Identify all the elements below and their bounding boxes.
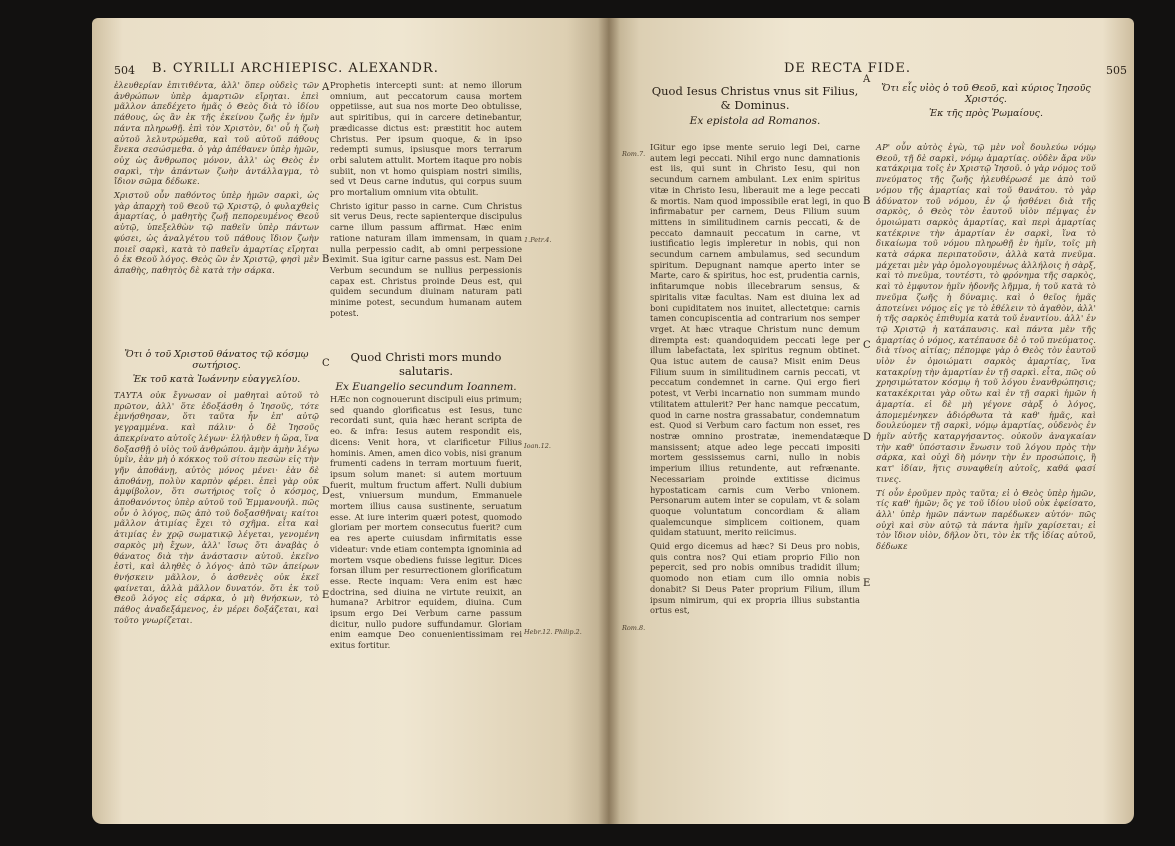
left-latin-column-1 [330,80,522,336]
latin-section-heading: Quod Iesus Christus vnus sit Filius, & Dominus. [651,84,859,112]
greek-paragraph: ΤΑΥΤΑ οὐκ ἔγνωσαν οἱ μαθηταὶ αὐτοῦ τὸ πρῶτον, ἀλλ' ὅτε ἐδοξάσθη ὁ Ἰησοῦς, τότε ἐμνήσθησαν, ὅτι ταῦτα ἦν ἐπ' αὐτῷ γεγραμμένα. καὶ πάλιν· ὁ δὲ Ἰησοῦς ἀπεκρίνατο αὐτοῖς λέγων· ἐλήλυθεν ἡ ὥρα, ἵνα δοξασθῇ ὁ υἱὸς τοῦ ἀνθρώπου. ἀμὴν ἀμὴν λέγω ὑμῖν, ἐὰν μὴ ὁ κόκκος τοῦ σίτου πεσὼν εἰς τὴν γῆν ἀποθάνῃ, αὐτὸς μόνος μένει· ἐὰν δὲ ἀποθάνῃ, πολὺν καρπὸν φέρει. ἐπεὶ γὰρ οὐκ ἀμφίβολον, ὅτι σωτήριος τοῖς ὁ κόσμος, ἀποθανόντος ὑπὲρ αὐτοῦ τοῦ Ἐμμανουήλ. πῶς οὖν ὁ λόγος, πῶς ἀπὸ τοῦ δοξασθῆναι; καίτοι μᾶλλον ἀτιμίας ἔχει τὸ σχῆμα. εἶτα καὶ ἀτιμίας ἐν χρῷ σωματικῷ λέγεται, γενομένη σαρκὸς μὴ ἔχων, ἀλλ' ἴσως ὅτι ἀναβὰς ὁ θάνατος διὰ τὴν ἀνάστασιν αὐτοῦ. ἐκεῖνο ἐστὶ, καὶ ἀληθὲς ὁ λόγος· ἀπὸ τῶν ἀπείρων θνήσκειν μᾶλλον, ὁ ἀσθενὲς οὐκ ἐκεῖ φαίνεται, ἀλλὰ μᾶλλον δυνατόν. ὅτι ἐκ τοῦ Θεοῦ λόγος εἰς σάρκα, ὁ μὴ θνήσκων, τὸ πάθος ἀναδεξάμενος, ἐν μέρει δοξάζεται, καὶ τοῦτο γνωρίζεται. [114,390,320,625]
right-latin-heading-block [650,80,860,140]
latin-paragraph: IGitur ego ipse mente seruio legi Dei, carne autem legi peccati. Nihil ergo nunc damnationis est iis, qui sunt in Christo Iesu, qui non secundum carnem ambulant. Lex enim spiritus vitæ in Christo Iesu, liberauit me a lege peccati & mortis. Nam quod impossibile erat legi, in quo infirmabatur per carnem, Deus Filium suum mittens in similitudinem carnis peccati, & de peccato damnauit peccatum in carne, vt iustificatio legis impleretur in nobis, qui non secundum carnem ambulamus, sed secundum spiritum. Depugnant namque aperto inter se Marte, caro & spiritus, hoc est, prudentia carnis, infitarumque nobis illecebrarum sensus, & spiritalis vitæ facultas. Nam est diuina lex ad boni cupiditatem nos inuitet, allectetque: carnis tamen concupiscentia ad contrarium nos semper vrget. At hæc vtraque Christum nunc demum dirempta est: quandoquidem peccati lege per illum labefactata, lex spiritus regnum obtinet. Qua istuc autem de causa? Misit enim Deus Filium suum in similitudinem carnis peccati, vt peccatum condemnet in carne. Qui ergo fieri potest, vt Verbi incarnatio non summam mundo vtilitatem attulerit? Per hanc namque peccatum, quod in carne nostra grassabatur, condemnatum est. Quod si Verbum caro factum non esset, res nostræ omnino prostratæ, inemendatæque mansissent; atque adeo lege peccati impositi mortem gessissemus carni, nullo in nobis imperium illius retundente, aut refrænante. Necessariam proinde extitisse dicimus hypostaticam carnis cum Verbo vnionem. Personarum autem inter se copulam, vt & solam quoque voluntatum concordiam & aliam qualemcunque simplicem coitionem, quam quidam statuunt, merito reiicimus. [650,142,860,538]
margin-note: 1.Petr.4. [524,236,552,244]
right-latin-column [650,142,860,818]
left-page [92,18,608,824]
margin-note: Hebr.12. Philip.2. [524,628,582,636]
line-marker: C [863,340,871,351]
line-marker: A [322,82,330,93]
left-latin-heading-block [330,346,522,393]
line-marker: B [322,254,330,265]
latin-section-subheading: Ex epistola ad Romanos. [689,115,821,127]
latin-paragraph: Prophetis intercepti sunt: at nemo illorum omnium, aut peccatorum causa mortem oppetiisse, aut sua nos morte Deo obtulisse, aut spiritibus, qui in carcere detinebantur, prædicasse dictus est: præstitit hoc autem Christus. Per ipsum quoque, & in ipso redempti sumus, ipsiusque mors terrarum orbi salutem attulit. Mortem itaque pro nobis subiit, non vt homo quispiam nostri similis, sed vt Deus carne indutus, qui corpus suum pro mortalium omnium vita obtulit. [330,80,522,198]
right-folio: 505 [1106,64,1127,77]
line-marker: D [322,486,331,497]
line-marker: A [863,74,871,85]
line-marker: B [863,196,871,207]
greek-section-subheading: Ἐκ τῆς πρὸς Ῥωμαίους. [929,108,1043,120]
left-greek-heading-block [114,346,319,384]
book-gutter-shadow [598,18,620,824]
left-latin-column-2 [330,394,522,820]
greek-section-subheading: Ἐκ τοῦ κατὰ Ἰωάννην εὐαγγελίου. [132,374,301,386]
greek-section-heading: Ὅτι εἷς υἱὸς ὁ τοῦ Θεοῦ, καὶ κύριος Ἰησοῦς Χριστός. [881,83,1091,105]
line-marker: E [322,590,330,601]
latin-paragraph: HÆc non cognouerunt discipuli eius primum; sed quando glorificatus est Iesus, tunc recordati sunt, quia hæc herant scripta de eo. & infra: Iesus autem respondit eis, dicens: Venit hora, vt clarificetur Filius hominis. Amen, amen dico vobis, nisi granum frumenti cadens in terram mortuum fuerit, ipsum solum manet: si autem mortuum fuerit, multum fructum affert. Nulli dubium est, vniuersum mundum, Emmanuele mortem illius causa sustinente, seruatum esse. At iure interim quæri potest, quomodo gloriam per mortem consecutus fuerit? cum ea res aperte cuiusdam infirmitatis esse videatur: vnde etiam contempta ignominia ad mortem vsque obediens fuisse legitur. Dices forsan illum per resurrectionem glorificatum esse. Recte inquam: Vera enim est hæc doctrina, sed diuina ne virtute reuixit, an humana? Arbitror equidem, diuina. Cum ipsum ergo Dei Verbum carne passum dicitur, nullo pudore suffundamur. Gloriam enim eamque Deo conuenientissimam rei exitus fortitur. [330,394,522,651]
line-marker: C [322,358,330,369]
right-page [608,18,1134,824]
right-greek-heading-block [876,80,1096,140]
line-marker: D [863,432,872,443]
latin-section-subheading: Ex Euangelio secundum Ioannem. [335,381,517,393]
latin-paragraph: Christo igitur passo in carne. Cum Christus sit verus Deus, recte sapienterque discipulus carne illum passum affirmat. Hæc enim ratione naturam illam immensam, in quam nulla perpessio cadit, ab omni perpessione eximit. Sua igitur carne passus est. Nam Dei Verbum secundum se nullius perpessionis capax est. Christus proinde Deus est, qui quidem secundum diuinam naturam pati minime potest, secundum humanam autem potest. [330,200,522,318]
greek-paragraph: Τί οὖν ἐροῦμεν πρὸς ταῦτα; εἰ ὁ Θεὸς ὑπὲρ ἡμῶν, τίς καθ' ἡμῶν; ὅς γε τοῦ ἰδίου υἱοῦ οὐκ ἐφείσατο, ἀλλ' ὑπὲρ ἡμῶν πάντων παρέδωκεν αὐτόν· πῶς οὐχὶ καὶ σὺν αὐτῷ τὰ πάντα ἡμῖν χαρίσεται; εἰ τὸν ἴδιον υἱὸν, δῆλον ὅτι, τὸν ἐκ τῆς ἰδίας αὐτοῦ, δέδωκε [876,487,1096,552]
open-book [92,18,1134,824]
margin-note: Rom.7. [622,150,646,158]
left-running-head: B. CYRILLI ARCHIEPISC. ALEXANDR. [152,61,439,76]
latin-paragraph: Quid ergo dicemus ad hæc? Si Deus pro nobis, quis contra nos? Qui etiam proprio Filio non pepercit, sed pro nobis omnibus tradidit illum; quomodo non etiam cum illo omnia nobis donabit? Si Deus Pater proprium Filium, illum ipsum nimirum, qui ex propria illius substantia ortus est, [650,541,860,616]
left-folio: 504 [114,64,135,77]
greek-paragraph: ΑΡ' οὖν αὐτὸς ἐγὼ, τῷ μὲν νοῒ δουλεύω νόμῳ Θεοῦ, τῇ δὲ σαρκὶ, νόμῳ ἁμαρτίας. οὐδὲν ἄρα νῦν κατάκριμα τοῖς ἐν Χριστῷ Ἰησοῦ. ὁ γὰρ νόμος τοῦ πνεύματος τῆς ζωῆς ἠλευθέρωσέ με ἀπὸ τοῦ νόμου τῆς ἁμαρτίας καὶ τοῦ θανάτου. τὸ γὰρ ἀδύνατον τοῦ νόμου, ἐν ᾧ ἠσθένει διὰ τῆς σαρκὸς, ὁ Θεὸς τὸν ἑαυτοῦ υἱὸν πέμψας ἐν ὁμοιώματι σαρκὸς ἁμαρτίας, καὶ περὶ ἁμαρτίας κατέκρινε τὴν ἁμαρτίαν ἐν σαρκὶ, ἵνα τὸ δικαίωμα τοῦ νόμου πληρωθῇ ἐν ἡμῖν, τοῖς μὴ κατὰ σάρκα περιπατοῦσιν, ἀλλὰ κατὰ πνεῦμα. μάχεται μὲν γὰρ ὁμολογουμένως ἀλλήλοις ἡ σὰρξ, καὶ τὸ πνεῦμα, τουτέστι, τὸ φρόνημα τῆς σαρκὸς, καὶ τὸ ἐμφυτον ἡμῖν ἡδονῆς λῆμμα, ἡ τοῦ κατὰ τὸ πνεῦμα ζωῆς ἡ δύναμις. καὶ ὁ θεῖος ἡμᾶς ἀποτείνει νόμος εἰς γε τὸ ἐθέλειν τὸ ἀγαθὸν, ἀλλ' ἡ τῆς σαρκὸς ἐπιθυμία κατὰ τοῦ ἐναντίου. ἀλλ' ἐν τῷ Χριστῷ ἡ κατάπαυσις. καὶ πάντα μὲν τῆς ἁμαρτίας ὁ νόμος, κατέπαυσε δὲ ὁ τοῦ πνεύματος. διὰ τίνος αἰτίας; πέπομφε γὰρ ὁ Θεὸς τὸν ἑαυτοῦ υἱὸν ἐν ὁμοιώματι σαρκὸς ἁμαρτίας, ἵνα κατακρίνῃ τὴν ἁμαρτίαν ἐν τῇ σαρκὶ. εἶτα, πῶς οὐ χρησιμώτατον κόσμῳ ἡ τοῦ λόγου ἐνανθρώπησις; κατακέκριται γὰρ οὕτω καὶ ἐν τῇ σαρκὶ ἡμῶν ἡ ἁμαρτία. εἰ δὲ μὴ γέγονε σὰρξ ὁ λόγος, ἀπομεμένηκεν ἀδιόρθωτα τὰ καθ' ἡμᾶς, καὶ δουλεύομεν τῇ σαρκὶ, νόμῳ ἁμαρτίας, οὐδενὸς ἐν ἡμῖν αὐτῆς καταργήσαντος. οὐκοῦν ἀναγκαίαν τὴν καθ' ὑπόστασιν ἕνωσιν τοῦ λόγου πρὸς τὴν σάρκα, καὶ οὐχὶ δὴ μόνην τὴν ἐν προσώποις, ἢ κατ' ἰδίαν, ἥτις συναφθείη αὐτοῖς, καθά φασί τινες. [876,142,1096,484]
left-greek-column-2 [114,390,319,820]
left-greek-column-1 [114,80,319,280]
right-running-head: DE RECTA FIDE. [784,61,911,76]
margin-note: Ioan.12. [524,442,551,450]
margin-note: Rom.8. [622,624,646,632]
greek-paragraph: Χριστοῦ οὖν παθόντος ὑπὲρ ἡμῶν σαρκὶ, ὡς γὰρ ἀπαρχὴ τοῦ Θεοῦ τῷ Χριστῷ, ὁ φυλαχθεὶς ἁμαρτίας, ὁ μαθητὴς ζωῇ πεπορευμένος Θεοῦ αὐτῷ, ὑπεξελθὼν τῷ παθεῖν ὑπὲρ πάντων φύσει, ὡς ἀναλγέτου τοῦ πάθους ἴδιον ζωὴν ποιεῖ σαρκὶ, κατὰ τὸ παθεῖν ἁμαρτίας εἴρηται ὁ ἐκ Θεοῦ λόγος. Θεὸς ὢν ἐν Χριστῷ, φησὶ μὲν ἀπαθὴς, παθητὸς δὲ κατὰ τὴν σάρκα. [114,190,319,275]
greek-paragraph: ἐλευθερίαν ἐπιτιθέντα, ἀλλ' ὅπερ οὐδεὶς τῶν ἀνθρώπων ὑπὲρ ἁμαρτιῶν εἴρηται. ἐπεὶ μᾶλλον ἀπεδέχετο ἡμᾶς ὁ Θεὸς διὰ τὸ ἰδίου πάθους, ὡς ἂν ἐκ τῆς ἐκείνου ζωῆς ἐν ἡμῖν πάντα πληρωθῇ. ἐπὶ τὸν Χριστὸν, δι' οὗ ἡ ζωὴ αὐτοῦ λελυτρώμεθα, καὶ τοῦ αὐτοῦ πάθους ἕνεκα σεσώσμεθα. ὁ γὰρ ἀπέθανεν ὑπὲρ ἡμῶν, οὐχ ὡς ἄνθρωπος μόνον, ἀλλ' ὡς Θεὸς ἐν σαρκὶ, τὴν ἀπάντων ζωὴν ἀντάλλαγμα, τὸ ἴδιον σῶμα δέδωκε. [114,80,319,187]
latin-section-heading: Quod Christi mors mundo salutaris. [350,350,502,378]
right-greek-column [876,142,1096,818]
greek-section-heading: Ὅτι ὁ τοῦ Χριστοῦ θάνατος τῷ κόσμῳ σωτήριος. [124,349,309,371]
line-marker: E [863,578,871,589]
